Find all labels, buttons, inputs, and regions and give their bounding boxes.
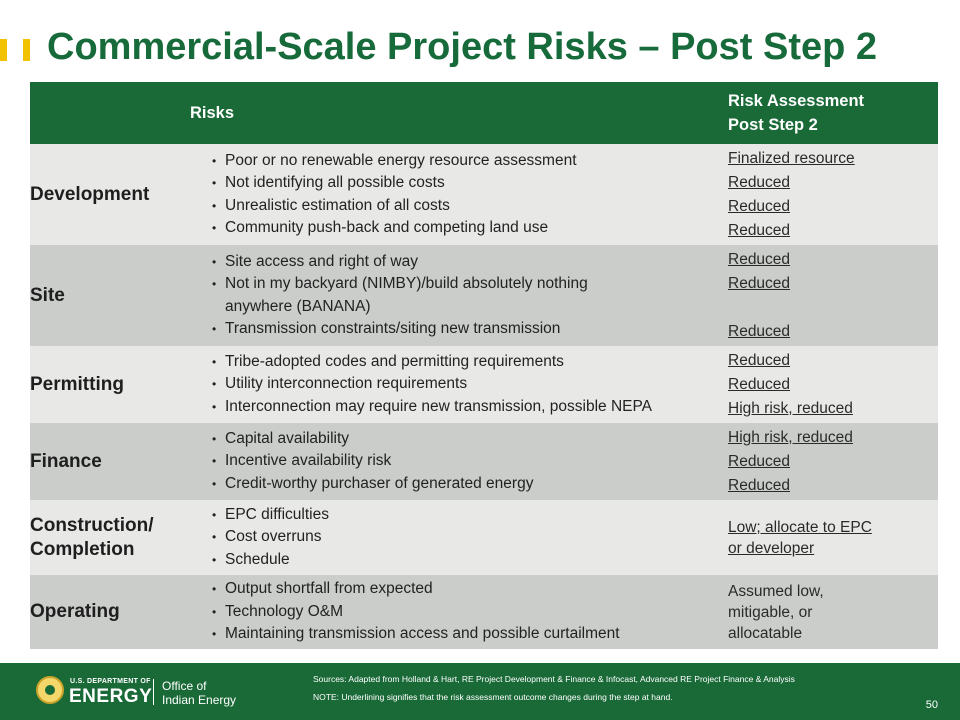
row-category: Permitting: [30, 373, 124, 395]
row-assessment: [728, 575, 938, 649]
row-risks: [190, 500, 728, 575]
header-risks: Risks: [190, 104, 235, 122]
risk-item: • Site access and right of way: [212, 251, 728, 274]
sources-text: Sources: Adapted from Holland & Hart, RE Project Development & Finance & Infocast, Advanced RE Project Finance & Analysis: [313, 674, 795, 684]
accent-bar: [0, 39, 7, 61]
footer-bar: [0, 663, 960, 720]
header-assessment-line2: Post Step 2: [728, 116, 818, 134]
doe-seal-icon: [36, 676, 64, 704]
risk-item: • Maintaining transmission access and possible curtailment: [212, 623, 728, 646]
logo-energy-text: ENERGY: [69, 686, 153, 707]
assessment-item: Reduced: [728, 197, 791, 215]
assessment-item: Reduced: [728, 221, 791, 239]
risk-table: [30, 82, 938, 649]
row-risks: [190, 144, 728, 245]
row-risks: [190, 423, 728, 500]
risk-item: • Interconnection may require new transmission, possible NEPA: [212, 396, 728, 419]
risk-item: • Transmission constraints/siting new transmission: [212, 318, 728, 341]
logo-divider: [153, 679, 154, 705]
risk-item: • Technology O&M: [212, 601, 728, 624]
assessment-item: Reduced: [728, 274, 791, 292]
row-category: Finance: [30, 450, 102, 472]
header-assessment-line1: Risk Assessment: [728, 92, 865, 110]
table-row: [30, 245, 938, 346]
risk-item: • Not in my backyard (NIMBY)/build absolutely nothing anywhere (BANANA): [212, 273, 728, 318]
assessment-item: Reduced: [728, 250, 791, 268]
risk-item: • Credit-worthy purchaser of generated energy: [212, 473, 728, 496]
risk-item: • Unrealistic estimation of all costs: [212, 195, 728, 218]
risk-item: • Utility interconnection requirements: [212, 373, 728, 396]
row-category-line1: Construction/: [30, 514, 154, 536]
page-title: Commercial-Scale Project Risks – Post Step 2: [47, 26, 878, 68]
risk-item: • Incentive availability risk: [212, 450, 728, 473]
table-row: [30, 346, 938, 423]
assessment-item: Reduced: [728, 476, 791, 494]
office-name: [162, 679, 236, 707]
page-number: 50: [925, 699, 938, 711]
assessment-item: Low; allocate to EPC: [728, 518, 872, 536]
table-row: [30, 575, 938, 649]
assessment-item: mitigable, or: [728, 603, 813, 621]
assessment-spacer: [728, 296, 938, 320]
assessment-item: Reduced: [728, 173, 791, 191]
row-category: Development: [30, 183, 150, 205]
assessment-item: High risk, reduced: [728, 428, 853, 446]
assessment-item: Finalized resource: [728, 149, 855, 167]
risk-item: • Community push-back and competing land use: [212, 217, 728, 240]
row-risks: [190, 245, 728, 346]
row-assessment: [728, 500, 938, 575]
risk-item: • Poor or no renewable energy resource assessment: [212, 150, 728, 173]
office-line1: Office of: [162, 679, 207, 693]
office-line2: Indian Energy: [162, 693, 237, 707]
assessment-item: Reduced: [728, 351, 791, 369]
row-assessment: [728, 144, 938, 245]
row-assessment: [728, 346, 938, 423]
table-row: [30, 423, 938, 500]
header-assessment: [728, 82, 938, 144]
row-category-line2: Completion: [30, 538, 135, 560]
table-header-row: [30, 82, 938, 144]
row-category: Operating: [30, 601, 120, 622]
assessment-item: Reduced: [728, 452, 791, 470]
assessment-item: Reduced: [728, 322, 791, 340]
row-assessment: [728, 423, 938, 500]
accent-bar: [23, 39, 30, 61]
assessment-item: High risk, reduced: [728, 399, 853, 417]
risk-item: • Cost overruns: [212, 526, 728, 549]
assessment-item: Reduced: [728, 375, 791, 393]
row-category: Site: [30, 284, 65, 306]
risk-item: • Tribe-adopted codes and permitting requirements: [212, 351, 728, 374]
assessment-item: Assumed low,: [728, 582, 824, 600]
risk-item: • Not identifying all possible costs: [212, 172, 728, 195]
risk-item: • EPC difficulties: [212, 504, 728, 527]
note-text: NOTE: Underlining signifies that the risk assessment outcome changes during the step at hand.: [313, 692, 673, 702]
logo-department-text: U.S. DEPARTMENT OF: [70, 678, 151, 685]
row-assessment: [728, 245, 938, 346]
row-category: [30, 500, 190, 575]
row-risks: [190, 346, 728, 423]
risk-item: • Output shortfall from expected: [212, 578, 728, 601]
assessment-item: allocatable: [728, 624, 803, 642]
table-row: [30, 144, 938, 245]
header-category: [30, 82, 190, 144]
row-risks: [190, 575, 728, 649]
table-row: [30, 500, 938, 575]
risk-item: • Capital availability: [212, 428, 728, 451]
risk-item: • Schedule: [212, 549, 728, 572]
assessment-item: or developer: [728, 539, 815, 557]
